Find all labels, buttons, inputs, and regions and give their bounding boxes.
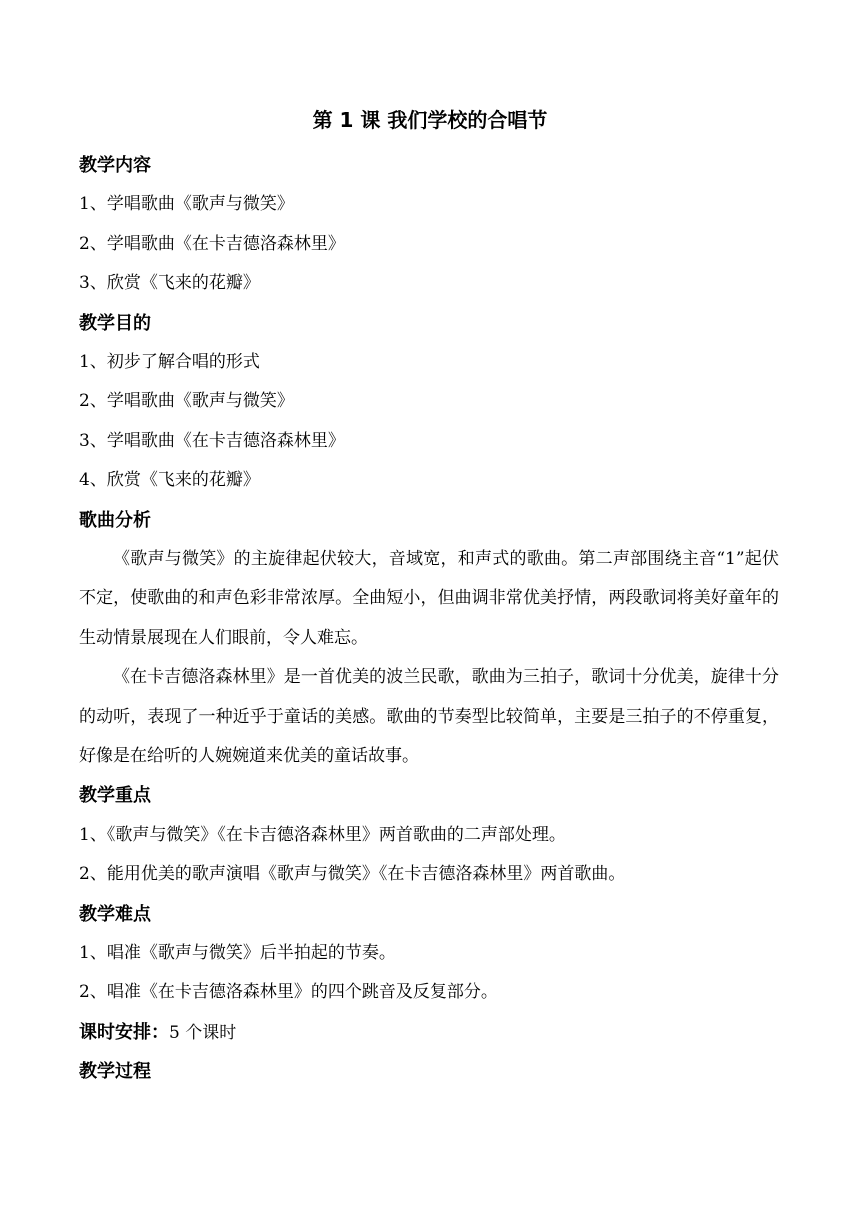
schedule-label: 课时安排： (79, 1021, 169, 1043)
document-body (79, 146, 779, 1091)
schedule-value: 5 个课时 (169, 1022, 237, 1043)
goal-item: 1、初步了解合唱的形式 (79, 351, 260, 372)
content-item: 3、欣赏《飞来的花瓣》 (79, 273, 260, 294)
section-heading-key-points: 教学重点 (79, 785, 151, 807)
section-heading-analysis: 歌曲分析 (79, 509, 151, 531)
difficulty-item: 2、唱准《在卡吉德洛森林里》的四个跳音及反复部分。 (79, 982, 498, 1003)
goal-item: 2、学唱歌曲《歌声与微笑》 (79, 391, 294, 412)
section-heading-difficulties: 教学难点 (79, 903, 151, 925)
analysis-paragraph: 《歌声与微笑》的主旋律起伏较大，音域宽，和声式的歌曲。第二声部围绕主音“1”起伏不定，使歌曲的和声色彩非常浓厚。全曲短小，但曲调非常优美抒情，两段歌词将美好童年的生动情景展现在人们眼前，令人难忘。 (79, 548, 779, 648)
key-point-item: 2、能用优美的歌声演唱《歌声与微笑》《在卡吉德洛森林里》两首歌曲。 (79, 864, 626, 885)
analysis-paragraph: 《在卡吉德洛森林里》是一首优美的波兰民歌，歌曲为三拍子，歌词十分优美，旋律十分的动听，表现了一种近乎于童话的美感。歌曲的节奏型比较简单，主要是三拍子的不停重复，好像是在给听的人婉婉道来优美的童话故事。 (79, 667, 779, 766)
section-heading-process: 教学过程 (79, 1061, 151, 1083)
content-item: 2、学唱歌曲《在卡吉德洛森林里》 (79, 233, 345, 254)
section-heading-goals: 教学目的 (79, 312, 151, 334)
content-item: 1、学唱歌曲《歌声与微笑》 (79, 194, 294, 215)
section-heading-content: 教学内容 (79, 155, 151, 176)
key-point-item: 1、《歌声与微笑》《在卡吉德洛森林里》两首歌曲的二声部处理。 (79, 824, 566, 845)
goal-item: 3、学唱歌曲《在卡吉德洛森林里》 (79, 430, 345, 451)
lesson-title: 第 1 课 我们学校的合唱节 (312, 108, 548, 132)
schedule-line (79, 1013, 779, 1052)
difficulty-item: 1、唱准《歌声与微笑》后半拍起的节奏。 (79, 942, 396, 963)
goal-item: 4、欣赏《飞来的花瓣》 (79, 470, 260, 491)
